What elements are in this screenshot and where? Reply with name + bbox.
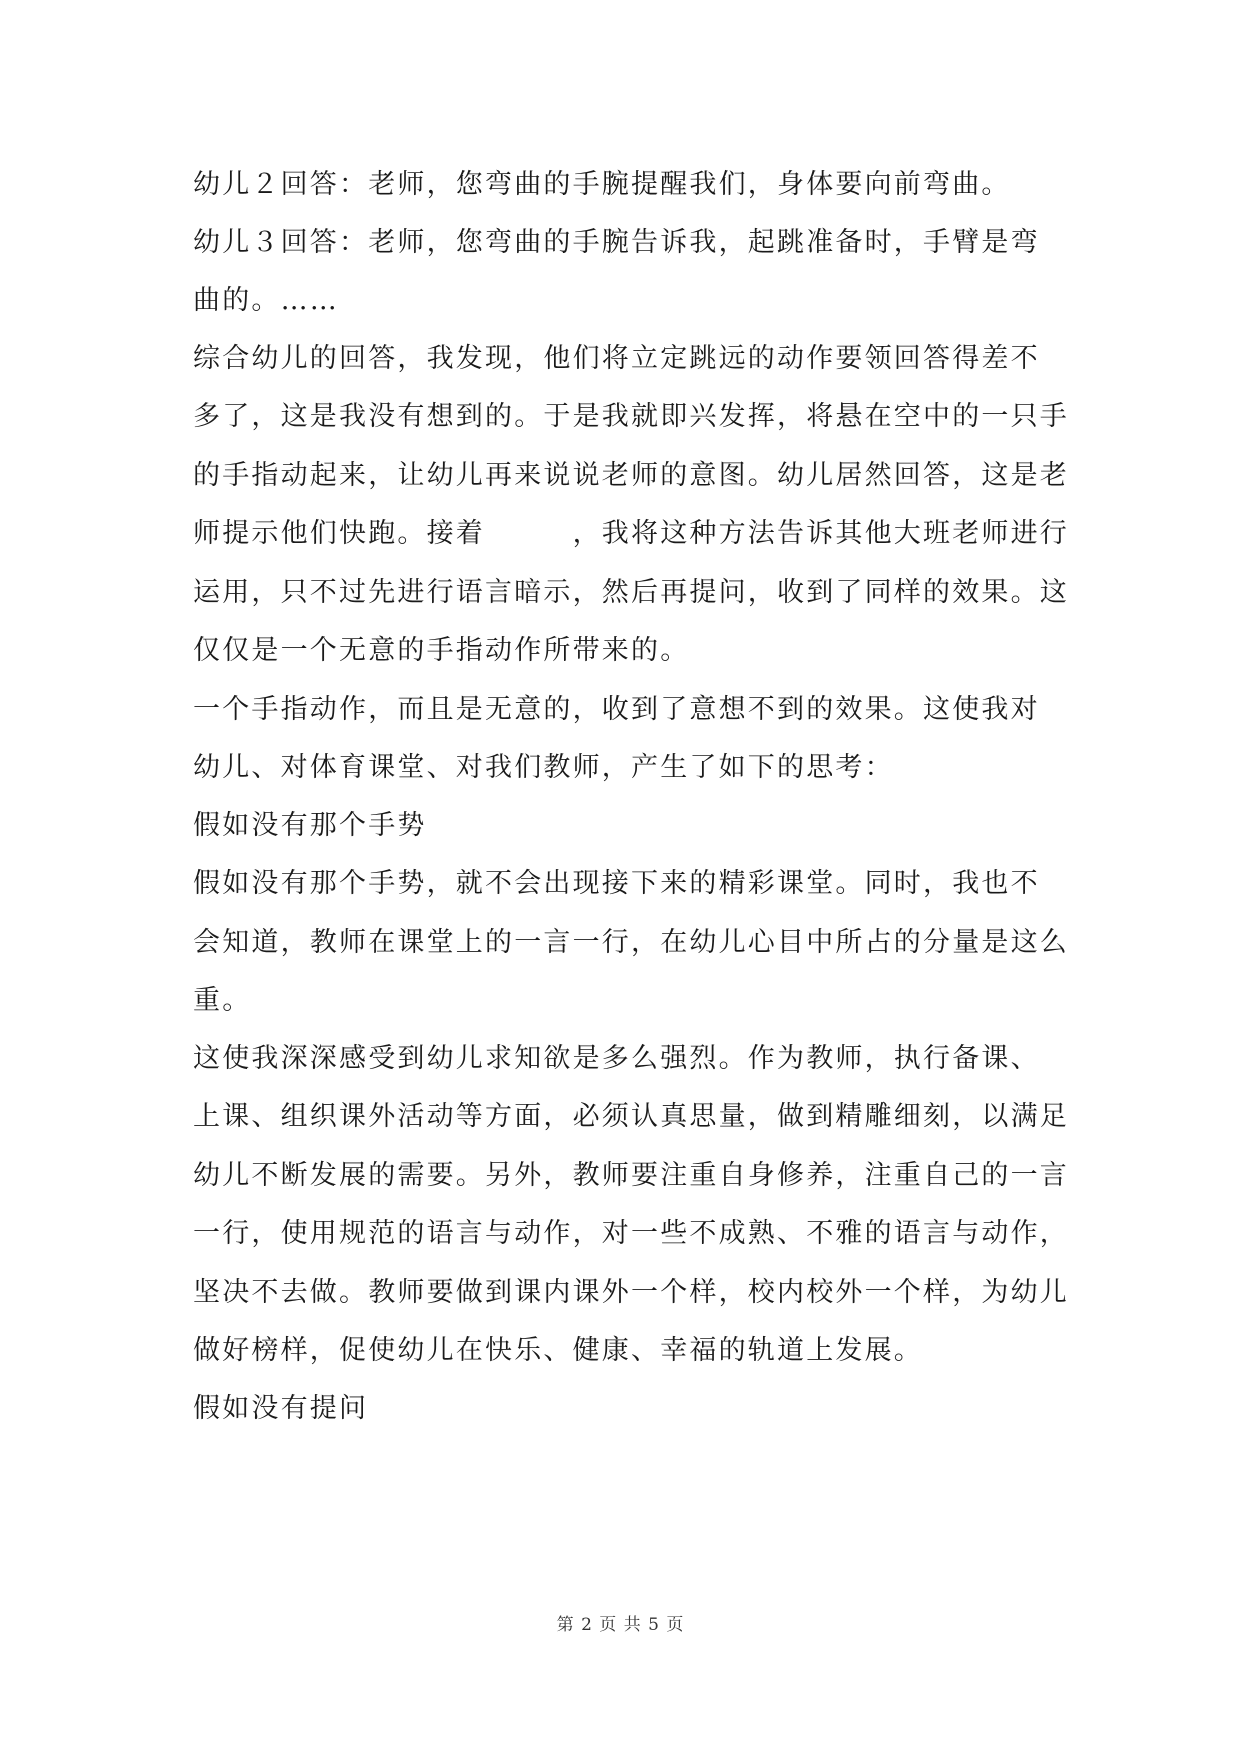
text-line: 这使我深深感受到幼儿求知欲是多么强烈。作为教师，执行备课、 (193, 1043, 1040, 1074)
text-line: 幼儿３回答：老师，您弯曲的手腕告诉我，起跳准备时，手臂是弯 (193, 227, 1040, 258)
section-heading: 假如没有那个手势 (193, 810, 427, 841)
text-line: 重。 (193, 985, 252, 1016)
text-line: 上课、组织课外活动等方面，必须认真思量，做到精雕细刻，以满足 (193, 1101, 1069, 1132)
text-line: 综合幼儿的回答，我发现，他们将立定跳远的动作要领回答得差不 (193, 343, 1040, 374)
text-line: 曲的。…… (193, 285, 339, 316)
text-line: 幼儿２回答：老师，您弯曲的手腕提醒我们，身体要向前弯曲。 (193, 169, 1011, 200)
text-line: 多了，这是我没有想到的。于是我就即兴发挥，将悬在空中的一只手 (193, 401, 1069, 432)
section-heading: 假如没有提问 (193, 1393, 369, 1424)
text-line: 一个手指动作，而且是无意的，收到了意想不到的效果。这使我对 (193, 694, 1040, 725)
page-footer: 第 2 页 共 5 页 (556, 1615, 685, 1635)
text-line: 做好榜样，促使幼儿在快乐、健康、幸福的轨道上发展。 (193, 1335, 923, 1366)
text-line: 仅仅是一个无意的手指动作所带来的。 (193, 635, 690, 666)
text-line: 师提示他们快跑。接着 ，我将这种方法告诉其他大班老师进行 (193, 518, 1069, 549)
text-line: 幼儿、对体育课堂、对我们教师，产生了如下的思考： (193, 752, 894, 783)
text-line: 假如没有那个手势，就不会出现接下来的精彩课堂。同时，我也不 (193, 868, 1040, 899)
text-line: 的手指动起来，让幼儿再来说说老师的意图。幼儿居然回答，这是老 (193, 460, 1069, 491)
text-line: 幼儿不断发展的需要。另外，教师要注重自身修养，注重自己的一言 (193, 1160, 1069, 1191)
text-line: 一行，使用规范的语言与动作，对一些不成熟、不雅的语言与动作， (193, 1218, 1069, 1249)
text-line: 会知道，教师在课堂上的一言一行，在幼儿心目中所占的分量是这么 (193, 927, 1069, 958)
text-line: 坚决不去做。教师要做到课内课外一个样，校内校外一个样，为幼儿 (193, 1277, 1069, 1308)
text-line: 运用，只不过先进行语言暗示，然后再提问，收到了同样的效果。这 (193, 577, 1069, 608)
